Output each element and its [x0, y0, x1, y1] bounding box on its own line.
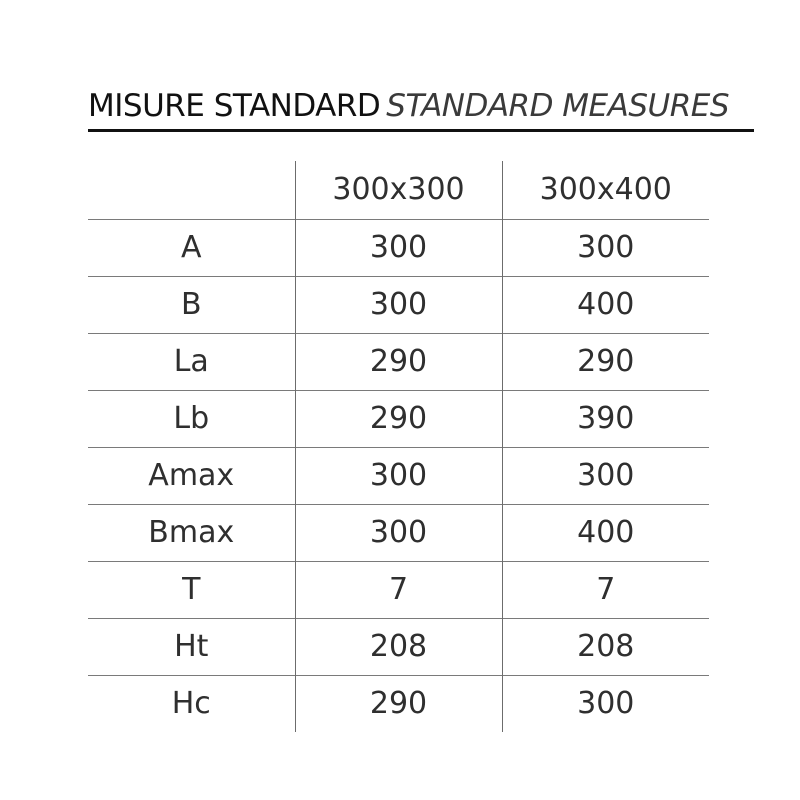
row-label: Amax [88, 447, 295, 504]
title-underline [88, 129, 754, 132]
cell-value: 300 [502, 219, 709, 276]
cell-value: 300 [502, 675, 709, 732]
table-row [88, 276, 709, 333]
header-cell-300x400: 300x400 [502, 161, 709, 219]
measures-table [88, 161, 709, 732]
cell-value: 208 [295, 618, 502, 675]
header-cell-empty [88, 161, 295, 219]
title-italian: MISURE STANDARD [88, 88, 381, 124]
cell-value: 300 [502, 447, 709, 504]
row-label: Hc [88, 675, 295, 732]
table-row [88, 675, 709, 732]
table-row [88, 618, 709, 675]
row-label: B [88, 276, 295, 333]
cell-value: 400 [502, 276, 709, 333]
table-row [88, 561, 709, 618]
cell-value: 7 [295, 561, 502, 618]
cell-value: 290 [295, 675, 502, 732]
cell-value: 7 [502, 561, 709, 618]
cell-value: 300 [295, 219, 502, 276]
title-english: STANDARD MEASURES [386, 88, 730, 124]
cell-value: 208 [502, 618, 709, 675]
row-label: A [88, 219, 295, 276]
cell-value: 290 [502, 333, 709, 390]
table-row [88, 447, 709, 504]
cell-value: 390 [502, 390, 709, 447]
row-label: T [88, 561, 295, 618]
cell-value: 290 [295, 333, 502, 390]
table-header-row [88, 161, 709, 219]
cell-value: 400 [502, 504, 709, 561]
table-row [88, 504, 709, 561]
page-title [88, 84, 754, 128]
row-label: Lb [88, 390, 295, 447]
cell-value: 300 [295, 504, 502, 561]
cell-value: 300 [295, 276, 502, 333]
table-row [88, 219, 709, 276]
row-label: La [88, 333, 295, 390]
table-row [88, 333, 709, 390]
header-cell-300x300: 300x300 [295, 161, 502, 219]
cell-value: 300 [295, 447, 502, 504]
cell-value: 290 [295, 390, 502, 447]
row-label: Bmax [88, 504, 295, 561]
table-row [88, 390, 709, 447]
row-label: Ht [88, 618, 295, 675]
